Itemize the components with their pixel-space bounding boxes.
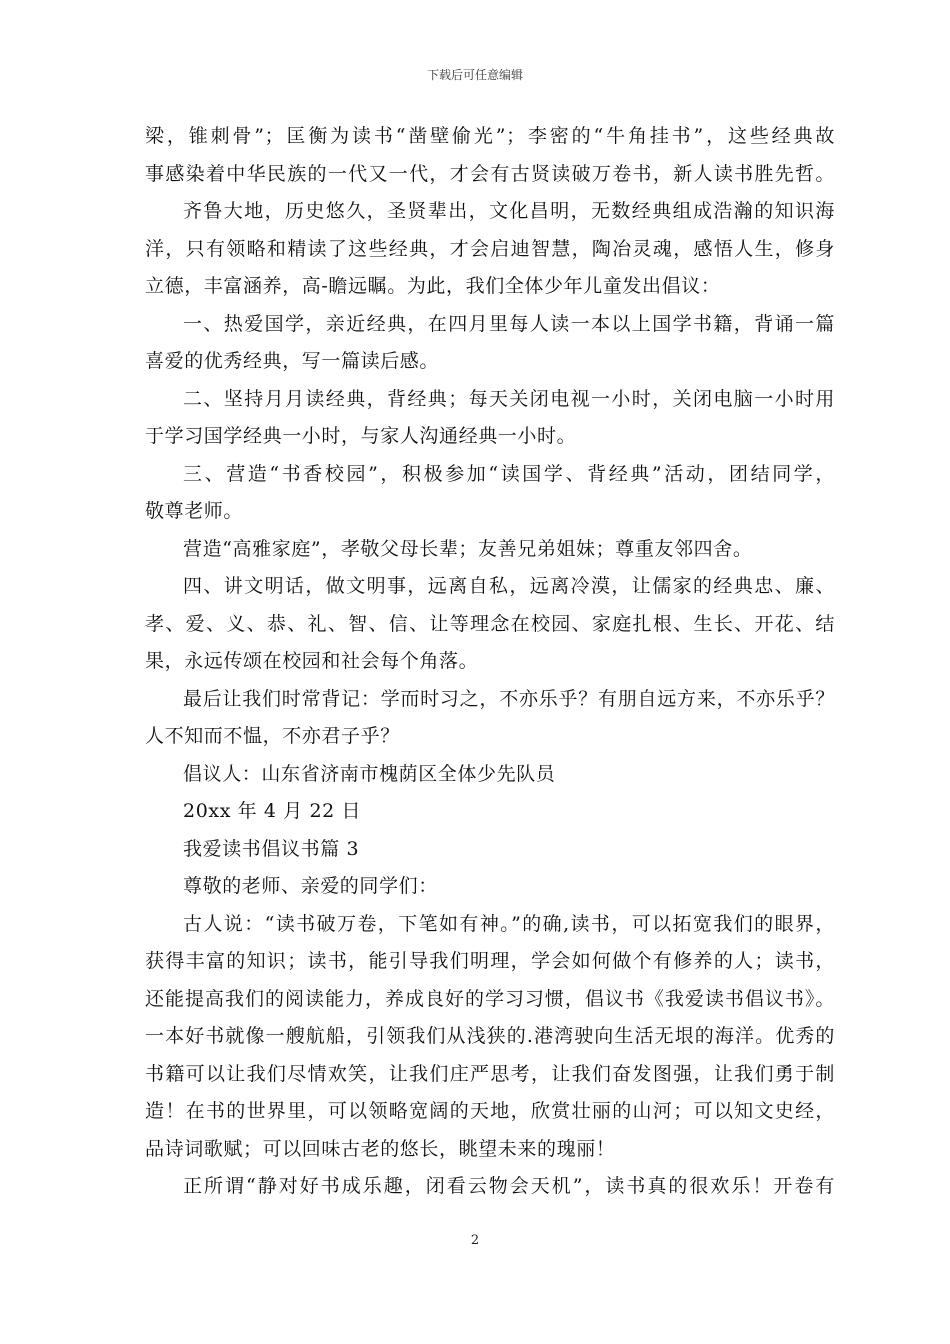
text-line: 书籍可以让我们尽情欢笑，让我们庄严思考，让我们奋发图强，让我们勇于制 bbox=[145, 1062, 835, 1085]
text-line: 20xx 年 4 月 22 日 bbox=[183, 800, 362, 822]
text-line: 果，永远传颂在校园和社会每个角落。 bbox=[145, 650, 479, 672]
text-line: 二、坚持月月读经典，背经典；每天关闭电视一小时，关闭电脑一小时用 bbox=[183, 387, 835, 410]
text-line: 事感染着中华民族的一代又一代，才会有古贤读破万卷书，新人读书胜先哲。 bbox=[145, 162, 835, 185]
text-line: 敬尊老师。 bbox=[145, 500, 244, 522]
text-line: 正所谓“静对好书成乐趣，闭看云物会天机”，读书真的很欢乐！开卷有 bbox=[183, 1175, 835, 1197]
text-line: 一、热爱国学，亲近经典，在四月里每人读一本以上国学书籍，背诵一篇 bbox=[183, 312, 835, 335]
text-line: 造！在书的世界里，可以领略宽阔的天地，欣赏壮丽的山河；可以知文史经， bbox=[145, 1100, 835, 1122]
text-line: 还能提高我们的阅读能力，养成良好的学习习惯，倡议书《我爱读书倡议书》。 bbox=[145, 987, 835, 1010]
text-line: 喜爱的优秀经典，写一篇读后感。 bbox=[145, 350, 440, 372]
text-line: 人不知而不愠，不亦君子乎？ bbox=[145, 725, 400, 747]
text-line: 尊敬的老师、亲爱的同学们： bbox=[183, 875, 438, 897]
page-header-note: 下载后可任意编辑 bbox=[426, 68, 523, 82]
text-line: 获得丰富的知识；读书，能引导我们明理，学会如何做个有修养的人；读书， bbox=[145, 950, 835, 972]
text-line: 于学习国学经典一小时，与家人沟通经典一小时。 bbox=[145, 425, 577, 447]
text-line: 四、讲文明话，做文明事，远离自私，远离冷漠，让儒家的经典忠、廉、 bbox=[183, 575, 835, 597]
text-line: 立德，丰富涵养，高-瞻远瞩。为此，我们全体少年儿童发出倡议： bbox=[145, 275, 721, 297]
document-body bbox=[145, 118, 835, 1206]
text-line: 倡议人：山东省济南市槐荫区全体少先队员 bbox=[183, 762, 556, 785]
text-line: 梁，锥刺骨”；匡衡为读书“凿壁偷光”；李密的“牛角挂书”，这些经典故 bbox=[145, 125, 835, 147]
text-line: 孝、爱、义、恭、礼、智、信、让等理念在校园、家庭扎根、生长、开花、结 bbox=[145, 612, 835, 635]
text-line: 营造“高雅家庭”，孝敬父母长辈；友善兄弟姐妹；尊重友邻四舍。 bbox=[183, 537, 753, 560]
text-line: 古人说：“读书破万卷，下笔如有神。”的确,读书，可以拓宽我们的眼界， bbox=[183, 912, 835, 935]
text-line: 我爱读书倡议书篇 3 bbox=[183, 837, 360, 860]
text-line: 三、营造“书香校园”，积极参加“读国学、背经典”活动，团结同学， bbox=[183, 462, 835, 485]
text-line: 最后让我们时常背记：学而时习之，不亦乐乎？有朋自远方来，不亦乐乎？ bbox=[183, 687, 835, 710]
text-line: 齐鲁大地，历史悠久，圣贤辈出，文化昌明，无数经典组成浩瀚的知识海 bbox=[183, 200, 835, 222]
page-number: 2 bbox=[470, 1233, 480, 1248]
text-line: 品诗词歌赋；可以回味古老的悠长，眺望未来的瑰丽！ bbox=[145, 1137, 616, 1160]
text-line: 一本好书就像一艘航船，引领我们从浅狭的.港湾驶向生活无垠的海洋。优秀的 bbox=[145, 1025, 835, 1047]
text-line: 洋，只有领略和精读了这些经典，才会启迪智慧，陶冶灵魂，感悟人生，修身 bbox=[145, 237, 835, 260]
